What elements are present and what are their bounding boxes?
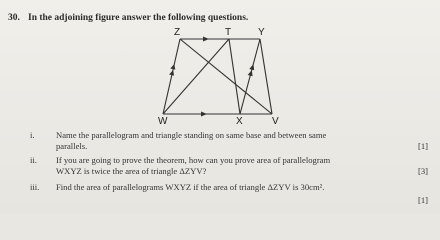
part-ii-marks: [3] [418,166,429,176]
label-x: X [236,116,243,124]
side-zv [180,39,272,114]
question-prompt: In the adjoining figure answer the following questions. [28,13,249,23]
part-iii-marks: [1] [418,195,429,205]
segment-tx [229,39,240,114]
label-y: Y [258,27,265,38]
label-w: W [158,116,168,124]
part-ii-cont [56,166,206,177]
part-i-number: i. [30,130,35,140]
segment-wt [163,39,229,114]
side-yv [260,39,272,114]
part-ii-number: ii. [30,155,37,165]
geometry-figure [155,26,285,124]
part-iii-line1: Find the area of parallelograms WXYZ if the area of triangle ΔZYV is 30cm². [56,182,325,192]
part-i-line2: parallels. [56,141,88,151]
part-ii-line1: If you are going to prove the theorem, how can you prove area of parallelogram [56,155,331,165]
parallel-arrow-right-1 [249,64,254,70]
side-zw [163,39,180,114]
part-i-line1: Name the parallelogram and triangle standing on same base and between same [56,130,327,140]
part-i-marks: [1] [418,141,429,151]
parallel-arrow-bottom [201,112,207,117]
parallel-arrow-top [203,37,209,42]
question-number: 30. [8,13,20,23]
label-z: Z [174,27,181,38]
part-iii-number: iii. [30,182,40,192]
part-ii-line2: WXYZ is twice the area of triangle ΔZYV? [56,166,207,176]
parallel-arrow-right-2 [248,70,253,76]
parallel-arrow-left-2 [169,70,174,76]
label-t: T [225,27,232,38]
part-i-cont [56,141,87,152]
label-v: V [272,116,279,124]
side-yx [240,39,260,114]
